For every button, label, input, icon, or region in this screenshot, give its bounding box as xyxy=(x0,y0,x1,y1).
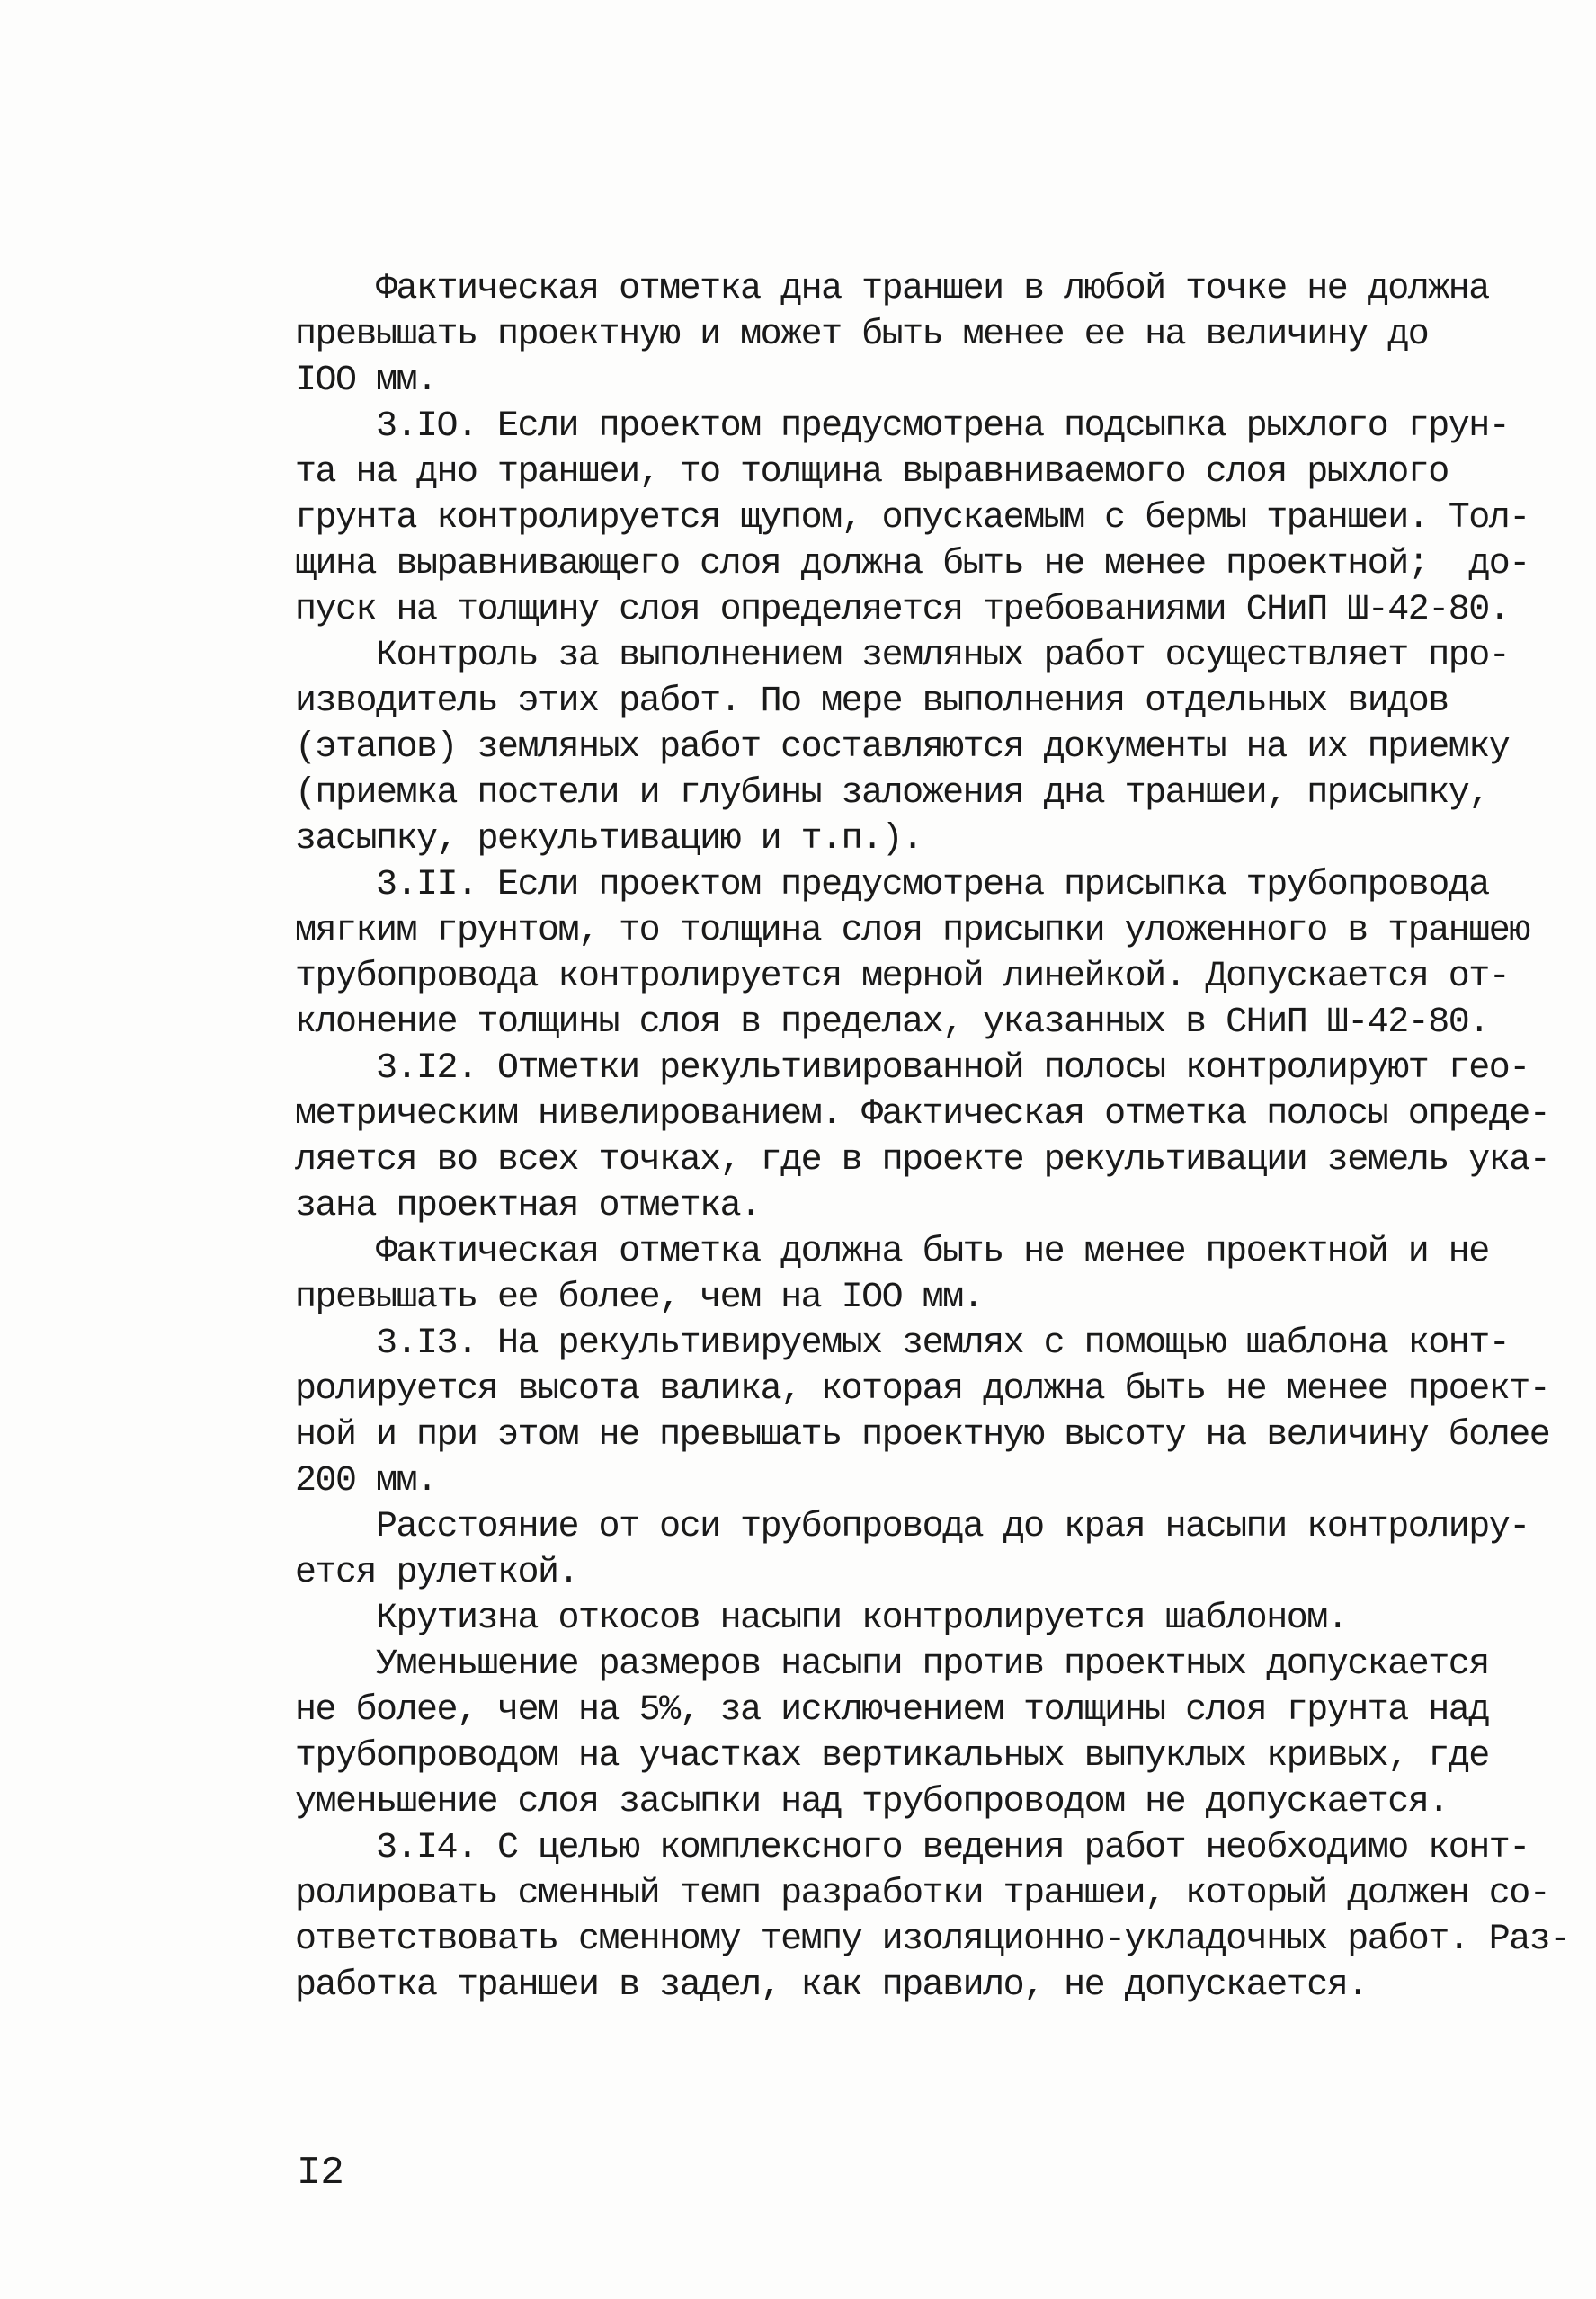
text-line: засыпку, рекультивацию и т.п.). xyxy=(295,819,923,860)
text-line: изводитель этих работ. По мере выполнения отдельных видов xyxy=(295,682,1449,722)
text-line: Фактическая отметка должна быть не менее проектной и не xyxy=(295,1232,1489,1272)
page-number: I2 xyxy=(297,2151,344,2196)
text-line: мягким грунтом, то толщина слоя присыпки уложенного в траншею xyxy=(295,911,1529,951)
text-line: (приемка постели и глубины заложения дна траншеи, присыпку, xyxy=(295,773,1489,814)
text-line: ролировать сменный темп разработки траншеи, который должен со- xyxy=(295,1874,1550,1914)
text-line: уменьшение слоя засыпки над трубопроводом не допускается. xyxy=(295,1782,1449,1822)
text-line: Уменьшение размеров насыпи против проектных допускается xyxy=(295,1644,1489,1685)
text-line: Расстояние от оси трубопровода до края насыпи контролиру- xyxy=(295,1507,1529,1547)
text-line: 3.IO. Если проектом предусмотрена подсыпка рыхлого грун- xyxy=(295,406,1510,447)
text-line: Крутизна откосов насыпи контролируется шаблоном. xyxy=(295,1599,1348,1639)
text-line: превышать проектную и может быть менее ее на величину до xyxy=(295,315,1429,355)
text-line: работка траншеи в задел, как правило, не допускается. xyxy=(295,1965,1368,2006)
text-line: трубопровода контролируется мерной линейкой. Допускается от- xyxy=(295,957,1510,997)
text-line: IOO мм. xyxy=(295,361,437,401)
text-line: та на дно траншеи, то толщина выравниваемого слоя рыхлого xyxy=(295,452,1449,493)
text-line: клонение толщины слоя в пределах, указанных в СНиП Ш-42-80. xyxy=(295,1002,1489,1043)
text-line: щина выравнивающего слоя должна быть не менее проектной; до- xyxy=(295,544,1529,584)
text-line: зана проектная отметка. xyxy=(295,1186,761,1226)
text-line: 200 мм. xyxy=(295,1461,437,1501)
text-line: 3.II. Если проектом предусмотрена присыпка трубопровода xyxy=(295,865,1489,905)
text-line: не более, чем на 5%, за исключением толщины слоя грунта над xyxy=(295,1690,1489,1731)
text-line: ляется во всех точках, где в проекте рекультивации земель ука- xyxy=(295,1140,1550,1181)
text-line: 3.I2. Отметки рекультивированной полосы контролируют гео- xyxy=(295,1048,1529,1089)
text-line: 3.I3. На рекультивируемых землях с помощью шаблона конт- xyxy=(295,1323,1510,1364)
text-line: (этапов) земляных работ составляются документы на их приемку xyxy=(295,727,1510,768)
text-line: ется рулеткой. xyxy=(295,1553,579,1593)
text-line: пуск на толщину слоя определяется требованиями СНиП Ш-42-80. xyxy=(295,590,1510,630)
body-text xyxy=(295,266,1570,2009)
text-line: Контроль за выполнением земляных работ осуществляет про- xyxy=(295,636,1510,676)
text-line: ответствовать сменному темпу изоляционно-укладочных работ. Раз- xyxy=(295,1920,1570,1960)
text-line: грунта контролируется щупом, опускаемым с бермы траншеи. Тол- xyxy=(295,498,1529,539)
text-line: превышать ее более, чем на IOO мм. xyxy=(295,1278,984,1318)
text-line: ролируется высота валика, которая должна быть не менее проект- xyxy=(295,1369,1550,1410)
text-line: Фактическая отметка дна траншеи в любой точке не должна xyxy=(295,269,1489,309)
text-line: метрическим нивелированием. Фактическая отметка полосы опреде- xyxy=(295,1094,1550,1135)
text-line: трубопроводом на участках вертикальных выпуклых кривых, где xyxy=(295,1736,1489,1777)
text-line: 3.I4. С целью комплексного ведения работ необходимо конт- xyxy=(295,1828,1529,1868)
text-line: ной и при этом не превышать проектную высоту на величину более xyxy=(295,1415,1550,1456)
